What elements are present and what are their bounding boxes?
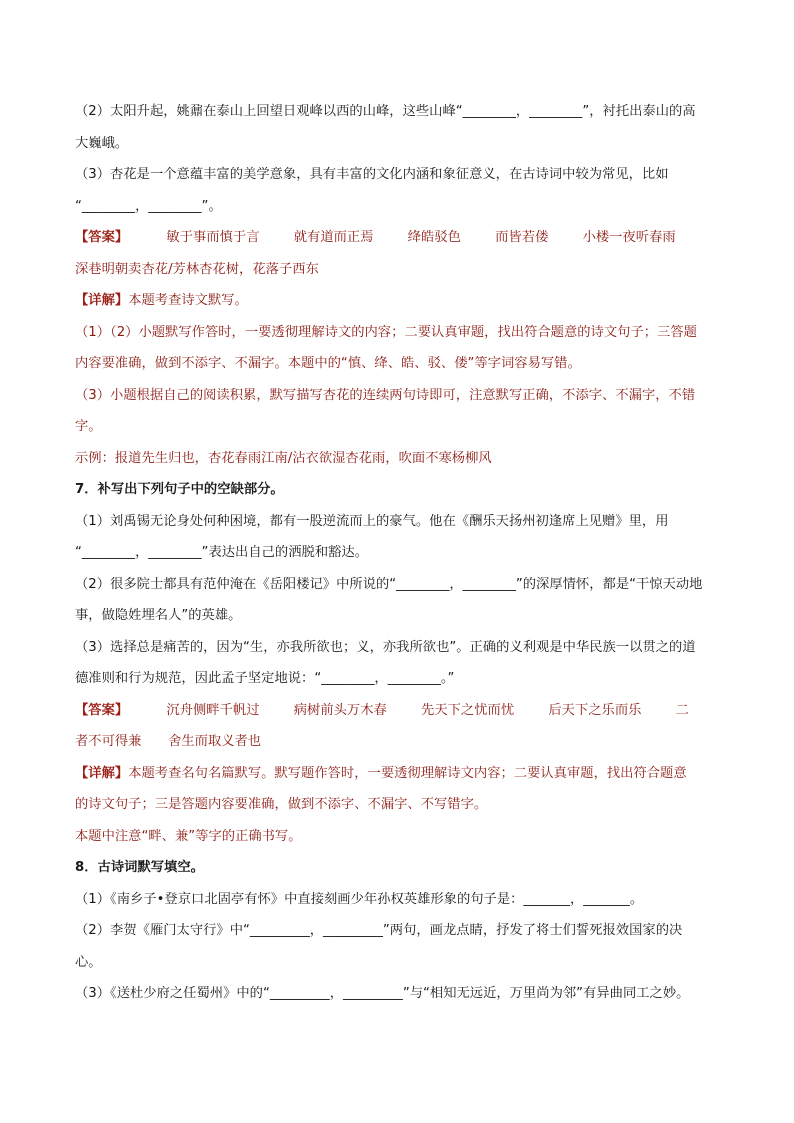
detail-tag: 【详解】 (75, 293, 129, 308)
q6-d2-line2: 字。 (75, 419, 102, 434)
q6-d1-line1: （1）（2）小题默写作答时，一要透彻理解诗文的内容；二要认真审题，找出符合题意的诗文句子；三答题 (75, 324, 697, 340)
answer-item: 沉舟侧畔千帆过 (166, 702, 260, 718)
answer-item: 先天下之忧而忧 (421, 702, 515, 718)
q6-item3-line2: “________，________”。 (75, 198, 222, 214)
answer-item: 绛皓驳色 (407, 230, 461, 245)
detail-text: 本题考查诗文默写。 (128, 293, 248, 308)
q7-title: 7．补写出下列句子中的空缺部分。 (75, 482, 284, 497)
q6-d1-line2: 内容要准确，做到不添字、不漏字。本题中的“慎、绛、皓、驳、偻”等字词容易写错。 (75, 356, 581, 371)
answer-item: 二 (675, 702, 689, 718)
answer-item: 就有道而正焉 (293, 230, 374, 245)
q6-detail-line (75, 285, 723, 317)
answer-tag: 【答案】 (75, 230, 129, 245)
q7-answer-line2: 者不可得兼 舍生而取义者也 (75, 734, 262, 749)
answer-item: 小楼一夜听春雨 (582, 230, 676, 245)
detail-text: 本题考查名句名篇默写。默写题作答时，一要透彻理解诗文内容；二要认真审题，找出符合题意 (128, 765, 687, 781)
q6-item3-line1: （3）杏花是一个意蕴丰富的美学意象，具有丰富的文化内涵和象征意义，在古诗词中较为常见，比如 (75, 167, 669, 182)
q7-detail-line1 (75, 758, 723, 790)
q8-item1: （1）《南乡子•登京口北固亭有怀》中直接刻画少年孙权英雄形象的句子是：_______，_______。 (75, 891, 644, 907)
q7-item2-line1: （2）很多院士都具有范仲淹在《岳阳楼记》中所说的“________，________”的深厚情怀，都是“干惊天动地 (75, 576, 703, 592)
q7-item1-line2: “________，________”表达出自己的洒脱和豁达。 (75, 545, 369, 560)
answer-item: 而皆若偻 (495, 230, 549, 245)
q8-item2-line1: （2）李贺《雁门太守行》中“_________，_________”两句，画龙点睛，抒发了将士们誓死报效国家的决 (75, 923, 683, 938)
q6-answer-line1 (75, 222, 723, 254)
q7-item2-line2: 事，做隐姓埋名人”的英雄。 (75, 608, 242, 623)
q7-item3-line2: 德准则和行为规范，因此孟子坚定地说：“________，________。” (75, 671, 455, 686)
document-page (75, 96, 723, 1010)
q7-note: 本题中注意“畔、兼”等字的正确书写。 (75, 828, 302, 844)
q8-item3: （3）《送杜少府之任蜀州》中的“_________，_________”与“相知无远近，万里尚为邻”有异曲同工之妙。 (75, 986, 690, 1001)
q6-d2-line1: （3）小题根据自己的阅读积累，默写描写杏花的连续两句诗即可，注意默写正确，不添字、不漏字，不错 (75, 387, 696, 403)
answer-item: 敏于事而慎于言 (166, 230, 260, 245)
q6-item2-line1: （2）太阳升起，姚鼐在泰山上回望日观峰以西的山峰，这些山峰“________，________”，衬托出泰山的高 (75, 104, 696, 119)
answer-item: 病树前头万木春 (293, 702, 387, 718)
q6-answer-line2: 深巷明朝卖杏花/芳林杏花树，花落子西东 (75, 261, 319, 277)
q6-example: 示例：报道先生归也，杏花春雨江南/沾衣欲湿杏花雨，吹面不寒杨柳风 (75, 450, 492, 466)
q8-item2-line2: 心。 (75, 954, 102, 970)
q8-title: 8．古诗词默写填空。 (75, 860, 204, 875)
answer-item: 后天下之乐而乐 (548, 702, 642, 718)
q6-item2-line2: 大巍峨。 (75, 135, 129, 151)
answer-tag: 【答案】 (75, 702, 129, 718)
q7-detail-line2: 的诗文句子；三是答题内容要准确，做到不添字、不漏字、不写错字。 (75, 797, 488, 812)
q7-item3-line1: （3）选择总是痛苦的，因为“生，亦我所欲也；义，亦我所欲也”。正确的义利观是中华民族一以贯之的道 (75, 639, 696, 655)
q7-item1-line1: （1）刘禹锡无论身处何种困境，都有一股逆流而上的豪气。他在《酬乐天扬州初逢席上见赠》里，用 (75, 513, 669, 529)
q7-answer-line1 (75, 695, 723, 727)
detail-tag: 【详解】 (75, 765, 129, 781)
